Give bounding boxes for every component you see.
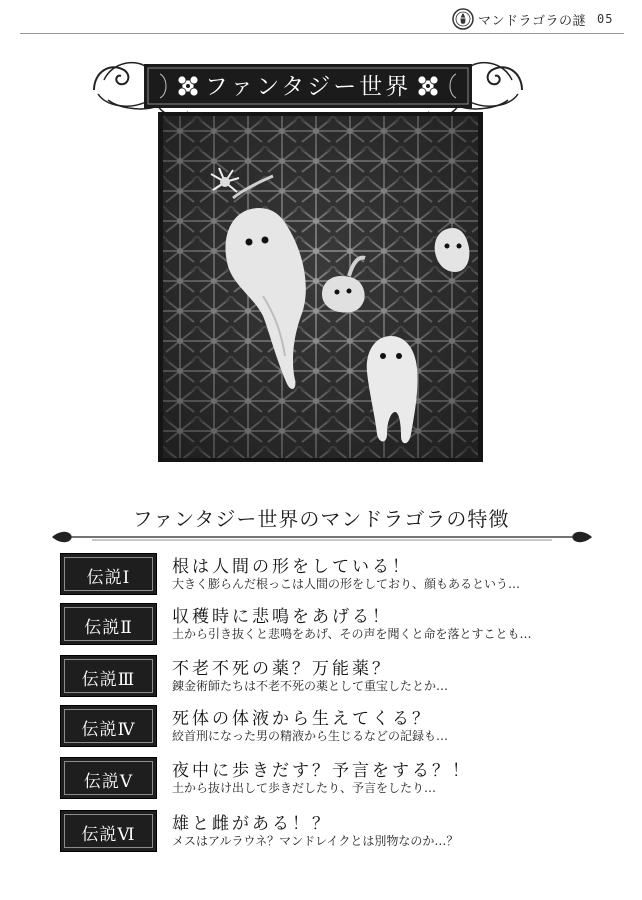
mandrake-emblem-icon (452, 8, 474, 30)
legend-badge (60, 655, 157, 697)
chapter-title: マンドラゴラの謎 (478, 14, 587, 29)
legend-heading: 根は人間の形をしている！ (172, 557, 412, 577)
page-number: 05 (597, 12, 614, 26)
mandrake-figurines-photo (163, 116, 478, 458)
legend-row-5 (60, 757, 600, 799)
legend-heading: 雄と雌がある！？ (172, 814, 332, 834)
banner-title: ファンタジー世界 (204, 74, 412, 100)
legend-row-3 (60, 655, 600, 697)
legend-badge (60, 757, 157, 799)
header-divider (20, 33, 624, 34)
legend-badge (60, 810, 157, 852)
legend-heading: 死体の体液から生えてくる？ (172, 709, 432, 729)
page-header (0, 0, 642, 36)
legend-row-1 (60, 553, 600, 595)
legend-heading: 夜中に歩きだす？予言をする？！ (172, 761, 472, 781)
legend-number: 伝説Ⅳ (81, 720, 136, 740)
legend-heading: 収穫時に悲鳴をあげる！ (172, 607, 392, 627)
divider-ornament-icon (52, 530, 592, 544)
legend-number: 伝説Ⅲ (81, 670, 136, 690)
legend-description: メスはアルラウネ？マンドレイクとは別物なのか…？ (172, 834, 459, 848)
legend-number: 伝説Ⅱ (84, 618, 133, 638)
legend-row-2 (60, 603, 600, 645)
legend-number: 伝説Ⅴ (83, 772, 134, 792)
legend-number: 伝説Ⅰ (86, 568, 131, 588)
section-title: ファンタジー世界のマンドラゴラの特徴 (132, 507, 510, 531)
legend-badge (60, 603, 157, 645)
legend-badge (60, 553, 157, 595)
legend-row-4 (60, 705, 600, 747)
legend-description: 錬金術師たちは不老不死の薬として重宝したとか… (172, 679, 449, 693)
legend-description: 絞首刑になった男の精液から生じるなどの記録も… (172, 729, 449, 743)
legend-row-6 (60, 810, 600, 852)
legend-description: 土から抜け出して歩きだしたり、予言をしたり… (172, 781, 437, 795)
legend-badge (60, 705, 157, 747)
legend-description: 大きく膨らんだ根っこは人間の形をしており、顔もあるという… (172, 577, 521, 591)
legend-number: 伝説Ⅵ (81, 825, 136, 845)
legend-heading: 不老不死の薬？万能薬？ (172, 659, 392, 679)
legend-description: 土から引き抜くと悲鳴をあげ、その声を聞くと命を落とすことも… (172, 627, 532, 641)
